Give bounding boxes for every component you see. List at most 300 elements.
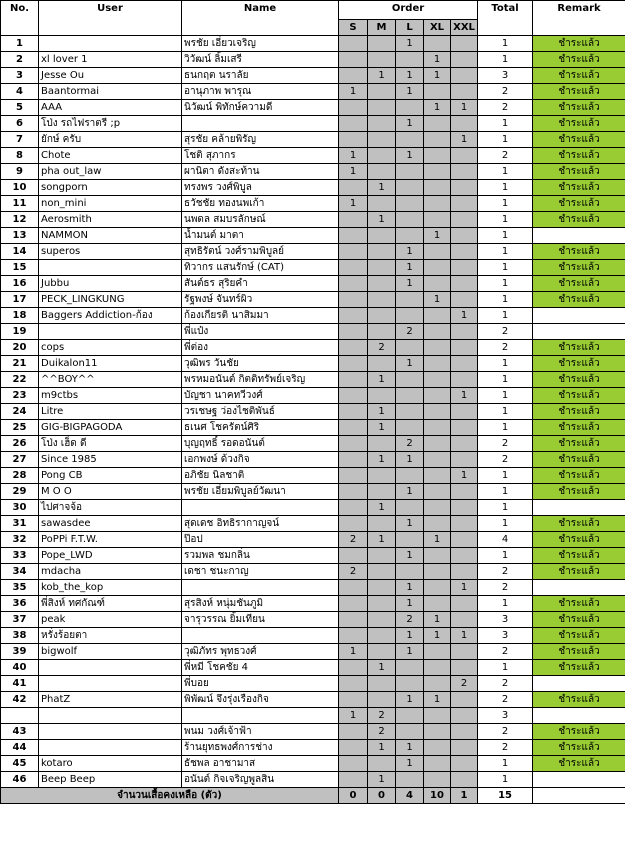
table-row — [1, 532, 625, 548]
row-size-xl: 1 — [424, 612, 451, 628]
row-user: Beep Beep — [39, 772, 182, 788]
row-size-m — [368, 580, 396, 596]
row-size-m — [368, 676, 396, 692]
row-size-xl — [424, 324, 451, 340]
row-name: ผานิตา ดังสะท้าน — [182, 164, 339, 180]
row-remark: ชำระแล้ว — [533, 68, 625, 84]
row-size-xl — [424, 340, 451, 356]
row-user: Aerosmith — [39, 212, 182, 228]
row-size-s — [339, 724, 368, 740]
row-user — [39, 260, 182, 276]
row-user: Pong CB — [39, 468, 182, 484]
row-size-xl — [424, 116, 451, 132]
row-remark: ชำระแล้ว — [533, 548, 625, 564]
row-size-l: 1 — [396, 692, 424, 708]
row-size-m: 1 — [368, 404, 396, 420]
row-size-m: 1 — [368, 532, 396, 548]
table-row — [1, 740, 625, 756]
table-row — [1, 580, 625, 596]
row-size-s — [339, 516, 368, 532]
row-size-xl — [424, 660, 451, 676]
row-size-xl — [424, 772, 451, 788]
row-user: ไปศาจจ้อ — [39, 500, 182, 516]
row-number: 40 — [1, 660, 39, 676]
table-row — [1, 276, 625, 292]
row-name: รัฐพงษ์ จันทร์ผิว — [182, 292, 339, 308]
table-footer — [1, 788, 625, 804]
row-total: 2 — [478, 84, 533, 100]
row-size-s — [339, 132, 368, 148]
row-total: 1 — [478, 180, 533, 196]
row-size-xxl — [451, 340, 478, 356]
row-size-m — [368, 228, 396, 244]
table-row — [1, 52, 625, 68]
row-size-l: 1 — [396, 148, 424, 164]
row-size-xl — [424, 36, 451, 52]
row-number: 30 — [1, 500, 39, 516]
table-row — [1, 404, 625, 420]
row-remark: ชำระแล้ว — [533, 276, 625, 292]
row-remark: ชำระแล้ว — [533, 756, 625, 772]
row-number: 2 — [1, 52, 39, 68]
row-size-xxl: 1 — [451, 100, 478, 116]
row-size-m: 1 — [368, 180, 396, 196]
row-user: โป่ง รถไฟราตรี ;p — [39, 116, 182, 132]
row-size-l — [396, 772, 424, 788]
row-size-xxl — [451, 68, 478, 84]
row-total: 2 — [478, 740, 533, 756]
row-size-m — [368, 692, 396, 708]
row-size-xxl — [451, 372, 478, 388]
table-row — [1, 500, 625, 516]
row-remark: ชำระแล้ว — [533, 164, 625, 180]
row-total: 1 — [478, 308, 533, 324]
row-remark: ชำระแล้ว — [533, 596, 625, 612]
row-remark: ชำระแล้ว — [533, 420, 625, 436]
row-size-s — [339, 468, 368, 484]
row-size-m — [368, 260, 396, 276]
row-remark: ชำระแล้ว — [533, 452, 625, 468]
row-size-xl — [424, 164, 451, 180]
row-total: 1 — [478, 660, 533, 676]
row-size-s — [339, 244, 368, 260]
row-user — [39, 740, 182, 756]
row-size-m — [368, 612, 396, 628]
row-user: cops — [39, 340, 182, 356]
row-size-xxl: 1 — [451, 132, 478, 148]
row-size-m — [368, 84, 396, 100]
summary-size-s: 0 — [339, 788, 368, 804]
row-size-l — [396, 196, 424, 212]
table-row — [1, 564, 625, 580]
row-size-m: 1 — [368, 372, 396, 388]
row-remark: ชำระแล้ว — [533, 516, 625, 532]
row-remark: ชำระแล้ว — [533, 532, 625, 548]
row-user: Baantormai — [39, 84, 182, 100]
row-user: GIG-BIGPAGODA — [39, 420, 182, 436]
row-remark: ชำระแล้ว — [533, 212, 625, 228]
table-row — [1, 244, 625, 260]
row-total: 1 — [478, 132, 533, 148]
header-total: Total — [478, 1, 533, 36]
row-name — [182, 500, 339, 516]
row-name: อนันต์ กิจเจริญพูลสิน — [182, 772, 339, 788]
row-size-xxl — [451, 276, 478, 292]
row-number: 8 — [1, 148, 39, 164]
row-total: 1 — [478, 276, 533, 292]
row-name: พรชัย เอี่ยมพิบูลย์วัฒนา — [182, 484, 339, 500]
row-user: M O O — [39, 484, 182, 500]
row-size-xl — [424, 676, 451, 692]
row-name: น้ำมนต์ มาตา — [182, 228, 339, 244]
row-number: 15 — [1, 260, 39, 276]
row-size-s — [339, 212, 368, 228]
row-size-xl — [424, 484, 451, 500]
row-size-s — [339, 580, 368, 596]
row-remark — [533, 324, 625, 340]
row-user: mdacha — [39, 564, 182, 580]
row-size-l: 2 — [396, 324, 424, 340]
row-remark: ชำระแล้ว — [533, 292, 625, 308]
row-number: 29 — [1, 484, 39, 500]
row-size-s — [339, 612, 368, 628]
row-size-s — [339, 100, 368, 116]
row-size-m — [368, 36, 396, 52]
row-size-xxl — [451, 708, 478, 724]
row-user: PhatZ — [39, 692, 182, 708]
row-size-s — [339, 180, 368, 196]
row-name: สันต์ธร สุริยคำ — [182, 276, 339, 292]
row-number: 45 — [1, 756, 39, 772]
table-row — [1, 68, 625, 84]
row-size-xxl — [451, 436, 478, 452]
row-remark: ชำระแล้ว — [533, 260, 625, 276]
row-size-xxl — [451, 404, 478, 420]
row-size-s: 1 — [339, 708, 368, 724]
row-name — [182, 116, 339, 132]
row-size-xl — [424, 564, 451, 580]
row-size-m — [368, 564, 396, 580]
row-remark: ชำระแล้ว — [533, 564, 625, 580]
row-total: 1 — [478, 292, 533, 308]
row-total: 1 — [478, 548, 533, 564]
row-size-xxl — [451, 36, 478, 52]
table-row — [1, 132, 625, 148]
row-size-m — [368, 52, 396, 68]
row-number: 10 — [1, 180, 39, 196]
row-size-m — [368, 596, 396, 612]
row-remark: ชำระแล้ว — [533, 36, 625, 52]
row-size-l: 1 — [396, 276, 424, 292]
row-user: non_mini — [39, 196, 182, 212]
row-size-m — [368, 148, 396, 164]
row-name: ธวัชชัย ทองนพเก้า — [182, 196, 339, 212]
row-total: 3 — [478, 68, 533, 84]
row-size-m — [368, 388, 396, 404]
table-row — [1, 196, 625, 212]
header-no: No. — [1, 1, 39, 36]
row-size-xl — [424, 708, 451, 724]
row-size-m — [368, 516, 396, 532]
summary-row — [1, 788, 625, 804]
row-size-m: 1 — [368, 500, 396, 516]
row-remark — [533, 500, 625, 516]
row-size-s — [339, 628, 368, 644]
row-size-xxl — [451, 260, 478, 276]
row-total: 1 — [478, 116, 533, 132]
row-remark — [533, 580, 625, 596]
row-user: PoPPi F.T.W. — [39, 532, 182, 548]
row-size-xxl — [451, 564, 478, 580]
row-size-s: 1 — [339, 644, 368, 660]
row-total: 1 — [478, 404, 533, 420]
table-body — [1, 36, 625, 788]
row-total: 2 — [478, 724, 533, 740]
row-size-m — [368, 116, 396, 132]
row-remark: ชำระแล้ว — [533, 244, 625, 260]
row-size-xxl — [451, 452, 478, 468]
row-size-xl: 1 — [424, 628, 451, 644]
row-size-s — [339, 68, 368, 84]
row-user: Jesse Ou — [39, 68, 182, 84]
row-remark: ชำระแล้ว — [533, 628, 625, 644]
row-size-m — [368, 164, 396, 180]
row-size-l: 1 — [396, 452, 424, 468]
row-remark: ชำระแล้ว — [533, 724, 625, 740]
row-name: พิพัฒน์ จึงรุ่งเรืองกิจ — [182, 692, 339, 708]
row-user: ^^BOY^^ — [39, 372, 182, 388]
row-size-l — [396, 660, 424, 676]
row-size-m — [368, 196, 396, 212]
table-row — [1, 100, 625, 116]
row-name: อานุภาพ พารุณ — [182, 84, 339, 100]
row-name: พี่หมี โชคชัย 4 — [182, 660, 339, 676]
row-number: 35 — [1, 580, 39, 596]
table-row — [1, 596, 625, 612]
row-size-l — [396, 532, 424, 548]
row-total: 1 — [478, 260, 533, 276]
summary-size-m: 0 — [368, 788, 396, 804]
row-size-s — [339, 596, 368, 612]
row-number: 17 — [1, 292, 39, 308]
row-number: 12 — [1, 212, 39, 228]
table-row — [1, 148, 625, 164]
table-row — [1, 692, 625, 708]
table-row — [1, 212, 625, 228]
header-size-l: L — [396, 20, 424, 36]
row-size-s — [339, 36, 368, 52]
table-row — [1, 116, 625, 132]
row-number: 46 — [1, 772, 39, 788]
row-size-l — [396, 292, 424, 308]
row-size-m — [368, 644, 396, 660]
row-size-m: 2 — [368, 708, 396, 724]
row-name: สุทธิรัตน์ วงศ์รามพิบูลย์ — [182, 244, 339, 260]
row-size-xxl — [451, 180, 478, 196]
row-total: 2 — [478, 692, 533, 708]
row-name: บัญชา นาคทวีวงศ์ — [182, 388, 339, 404]
row-total: 2 — [478, 340, 533, 356]
table-row — [1, 340, 625, 356]
row-user: kotaro — [39, 756, 182, 772]
row-total: 2 — [478, 676, 533, 692]
row-size-l: 1 — [396, 756, 424, 772]
header-user: User — [39, 1, 182, 36]
table-row — [1, 756, 625, 772]
row-total: 2 — [478, 452, 533, 468]
row-total: 1 — [478, 420, 533, 436]
row-remark: ชำระแล้ว — [533, 196, 625, 212]
row-size-xxl — [451, 532, 478, 548]
row-size-s — [339, 660, 368, 676]
row-size-l — [396, 100, 424, 116]
row-size-m: 2 — [368, 340, 396, 356]
row-size-xxl — [451, 292, 478, 308]
row-total: 4 — [478, 532, 533, 548]
row-size-s — [339, 356, 368, 372]
row-size-l — [396, 420, 424, 436]
row-size-xl: 1 — [424, 228, 451, 244]
row-number: 36 — [1, 596, 39, 612]
table-header — [1, 1, 625, 36]
row-size-xxl: 1 — [451, 468, 478, 484]
row-size-xl — [424, 420, 451, 436]
row-number: 7 — [1, 132, 39, 148]
table-row — [1, 180, 625, 196]
row-size-l — [396, 676, 424, 692]
table-row — [1, 420, 625, 436]
row-size-s — [339, 420, 368, 436]
row-size-m — [368, 628, 396, 644]
row-number: 42 — [1, 692, 39, 708]
row-size-l: 1 — [396, 740, 424, 756]
row-remark: ชำระแล้ว — [533, 644, 625, 660]
row-name: สุดเดช อิทธิรากาญจน์ — [182, 516, 339, 532]
row-user: Pope_LWD — [39, 548, 182, 564]
summary-size-xl: 10 — [424, 788, 451, 804]
row-user: หรั่งร้อยตา — [39, 628, 182, 644]
row-size-s — [339, 116, 368, 132]
table-row — [1, 452, 625, 468]
row-remark — [533, 228, 625, 244]
row-total: 1 — [478, 36, 533, 52]
row-size-xl: 1 — [424, 532, 451, 548]
table-row — [1, 372, 625, 388]
row-size-m — [368, 756, 396, 772]
row-size-xxl — [451, 740, 478, 756]
row-size-l: 1 — [396, 36, 424, 52]
row-size-xl — [424, 196, 451, 212]
row-size-xxl — [451, 756, 478, 772]
row-size-l: 2 — [396, 612, 424, 628]
row-size-l: 1 — [396, 484, 424, 500]
table-row — [1, 708, 625, 724]
row-total: 1 — [478, 388, 533, 404]
header-size-xxl: XXL — [451, 20, 478, 36]
row-size-m — [368, 244, 396, 260]
row-remark: ชำระแล้ว — [533, 148, 625, 164]
row-name: วรเชษฐ ว่องไชติพันธ์ — [182, 404, 339, 420]
row-size-xl — [424, 548, 451, 564]
row-total: 1 — [478, 516, 533, 532]
row-size-l: 1 — [396, 260, 424, 276]
row-size-xl — [424, 724, 451, 740]
row-size-xl: 1 — [424, 692, 451, 708]
row-user: pha out_law — [39, 164, 182, 180]
row-remark: ชำระแล้ว — [533, 388, 625, 404]
row-number: 4 — [1, 84, 39, 100]
row-size-l: 1 — [396, 68, 424, 84]
row-size-xl: 1 — [424, 68, 451, 84]
row-size-xl — [424, 468, 451, 484]
row-name: พรหมอนันต์ กิตติทรัพย์เจริญ — [182, 372, 339, 388]
row-remark — [533, 772, 625, 788]
row-size-xl — [424, 756, 451, 772]
row-remark: ชำระแล้ว — [533, 356, 625, 372]
row-user: bigwolf — [39, 644, 182, 660]
row-remark: ชำระแล้ว — [533, 468, 625, 484]
row-total: 1 — [478, 52, 533, 68]
row-size-s: 2 — [339, 532, 368, 548]
row-size-l: 1 — [396, 644, 424, 660]
row-size-m — [368, 308, 396, 324]
row-user — [39, 660, 182, 676]
row-size-xxl: 1 — [451, 388, 478, 404]
row-size-xl: 1 — [424, 100, 451, 116]
row-total: 1 — [478, 356, 533, 372]
row-size-s — [339, 372, 368, 388]
row-user: โป่ง เฮ็ด ดี — [39, 436, 182, 452]
table-row — [1, 324, 625, 340]
row-user: Baggers Addiction-ก้อง — [39, 308, 182, 324]
row-user — [39, 724, 182, 740]
row-name: นิวัฒน์ พิทักษ์ความดี — [182, 100, 339, 116]
row-size-s — [339, 292, 368, 308]
row-total: 3 — [478, 628, 533, 644]
row-size-l — [396, 180, 424, 196]
row-number: 31 — [1, 516, 39, 532]
row-size-s: 1 — [339, 148, 368, 164]
row-user: m9ctbs — [39, 388, 182, 404]
row-remark: ชำระแล้ว — [533, 100, 625, 116]
row-size-l: 1 — [396, 116, 424, 132]
row-remark — [533, 708, 625, 724]
row-remark — [533, 676, 625, 692]
row-size-xl — [424, 596, 451, 612]
row-remark: ชำระแล้ว — [533, 660, 625, 676]
row-number — [1, 708, 39, 724]
row-size-xxl: 1 — [451, 580, 478, 596]
row-name: ธนกฤต นราลัย — [182, 68, 339, 84]
row-remark: ชำระแล้ว — [533, 612, 625, 628]
row-size-xl — [424, 356, 451, 372]
row-name: วิวัฒน์ ลิ้มเสรี — [182, 52, 339, 68]
row-size-s — [339, 740, 368, 756]
row-size-m: 1 — [368, 212, 396, 228]
row-name: รวมพล ชมกลิ่น — [182, 548, 339, 564]
row-name: ร้านยุทธพงศ์การช่าง — [182, 740, 339, 756]
row-size-l: 1 — [396, 516, 424, 532]
row-remark: ชำระแล้ว — [533, 52, 625, 68]
row-remark: ชำระแล้ว — [533, 740, 625, 756]
row-size-xl — [424, 148, 451, 164]
row-number: 16 — [1, 276, 39, 292]
row-size-xxl — [451, 724, 478, 740]
row-total: 1 — [478, 756, 533, 772]
row-total: 1 — [478, 484, 533, 500]
row-user: superos — [39, 244, 182, 260]
row-size-l — [396, 708, 424, 724]
